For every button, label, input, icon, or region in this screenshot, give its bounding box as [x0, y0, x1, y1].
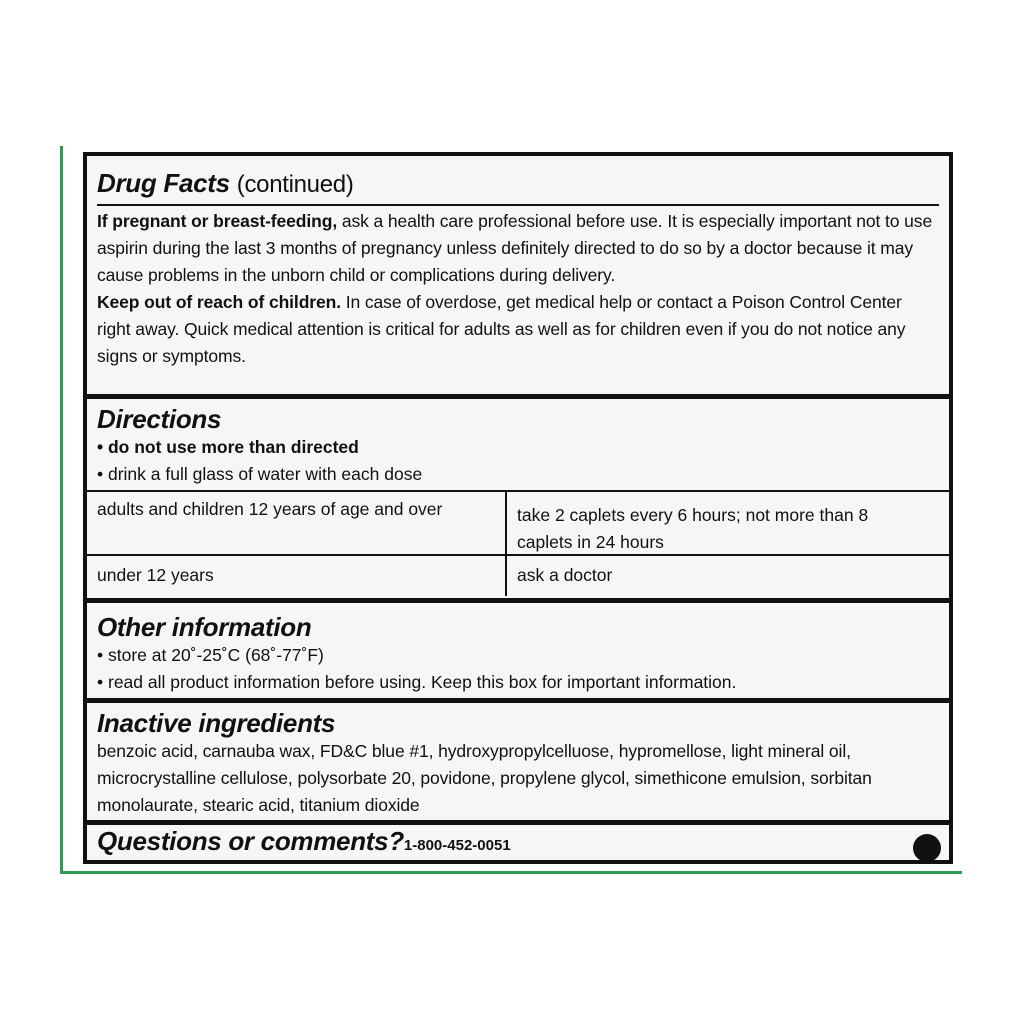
children-warning — [97, 289, 939, 370]
table-top-rule — [87, 490, 949, 492]
dose-line: caplets in 24 hours — [517, 532, 664, 552]
drug-facts-panel — [83, 152, 953, 864]
warnings-section — [87, 208, 949, 370]
questions-heading: Questions or comments? — [97, 826, 404, 856]
other-information-bullet: • store at 20˚-25˚C (68˚-77˚F) — [97, 645, 324, 665]
header-section — [87, 168, 949, 200]
other-information-heading: Other information — [97, 612, 312, 642]
section-divider — [87, 698, 949, 703]
dose-line: take 2 caplets every 6 hours; not more than 8 — [517, 505, 869, 525]
pregnancy-warning-text: ask a health care professional before use. It is especially important not to use aspirin during the last 3 months of pregnancy unless definitely directed to do so by a doctor because it may cause problems in the unborn child or complications during delivery. — [97, 211, 933, 285]
directions-section — [87, 404, 949, 488]
pregnancy-warning-lead: If pregnant or breast-feeding, — [97, 211, 338, 231]
inactive-ingredients-list: benzoic acid, carnauba wax, FD&C blue #1, hydroxypropylcelluose, hypromellose, light mineral oil, microcrystalline cellulose, polysorbate 20, povidone, propylene glycol, simethicone emulsion, sorbitan monolaurate, stearic acid, titanium dioxide — [97, 741, 872, 815]
other-information-bullet: • read all product information before using. Keep this box for important information. — [97, 672, 737, 692]
directions-heading: Directions — [97, 404, 222, 434]
table-cell-dose: ask a doctor — [517, 565, 613, 585]
continued-label: (continued) — [236, 171, 354, 198]
drug-facts-title — [97, 168, 939, 200]
header-divider — [97, 204, 939, 206]
black-dot-mark — [913, 834, 941, 862]
pregnancy-warning — [97, 208, 939, 289]
children-warning-text: In case of overdose, get medical help or contact a Poison Control Center right away. Quick medical attention is critical for adults as well as for children even if you do not notice any signs or symptoms. — [97, 292, 906, 366]
table-cell-dose — [517, 502, 937, 556]
directions-bullet: • drink a full glass of water with each dose — [97, 464, 423, 484]
section-divider — [87, 394, 949, 399]
section-divider — [87, 820, 949, 825]
inactive-ingredients-heading: Inactive ingredients — [97, 708, 336, 738]
inactive-ingredients-section — [87, 708, 949, 819]
table-column-divider — [505, 490, 507, 596]
directions-bullet: • do not use more than directed — [97, 437, 359, 457]
children-warning-lead: Keep out of reach of children. — [97, 292, 341, 312]
drug-facts-heading: Drug Facts — [97, 168, 230, 198]
other-information-section — [87, 612, 949, 696]
table-row-rule — [87, 554, 949, 556]
phone-number: 1-800-452-0051 — [403, 837, 511, 854]
section-divider — [87, 598, 949, 603]
questions-section — [87, 826, 949, 861]
table-cell-age: under 12 years — [97, 565, 214, 585]
questions-line — [97, 826, 939, 861]
product-carton — [60, 146, 962, 874]
table-cell-age: adults and children 12 years of age and over — [97, 499, 443, 519]
